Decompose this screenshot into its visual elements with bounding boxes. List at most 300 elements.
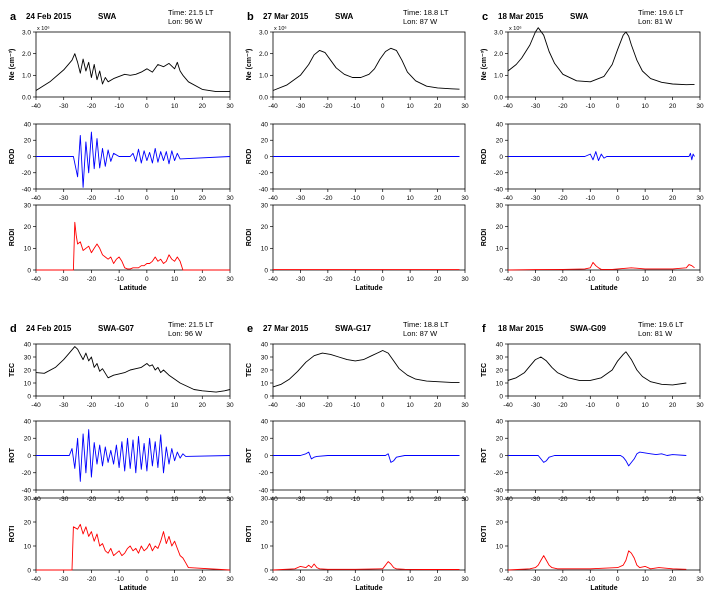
panel-e-roti-y-tick-label: 0 bbox=[264, 567, 268, 575]
panel-e-rot-y-tick-label: 0 bbox=[264, 452, 268, 460]
panel-b-ne-x-tick-label: 10 bbox=[406, 103, 414, 110]
panel-b-rodi-y-axis-label: RODI bbox=[246, 228, 253, 247]
panel-e-tec-series-line bbox=[273, 351, 460, 387]
panel-f-tec-y-tick-label: 0 bbox=[499, 393, 503, 401]
panel-a-ne-x-tick-label: -30 bbox=[59, 103, 69, 110]
panel-f-roti-y-axis-label: ROTI bbox=[481, 525, 488, 543]
panel-b-date: 27 Mar 2015 bbox=[263, 12, 309, 21]
panel-e-rot-x-tick-label: 10 bbox=[406, 496, 414, 503]
panel-f-rot-series-line bbox=[508, 452, 686, 466]
panel-f bbox=[481, 320, 704, 592]
panel-a-rodi-y-tick-label: 30 bbox=[23, 202, 31, 210]
panel-e-roti-y-tick-label: 10 bbox=[260, 543, 268, 551]
panel-d-rot-x-tick-label: -10 bbox=[114, 496, 124, 503]
panel-e-tec-x-tick-label: 10 bbox=[406, 402, 414, 409]
panel-e-roti-frame bbox=[273, 498, 465, 570]
panel-f-tec-y-tick-label: 40 bbox=[495, 341, 503, 349]
panel-f-rot-x-tick-label: -30 bbox=[530, 496, 541, 503]
panel-d-rot-y-tick-label: 20 bbox=[23, 435, 31, 443]
panel-e-tec-frame bbox=[273, 344, 465, 396]
panel-c-letter: c bbox=[482, 11, 489, 23]
panel-f-roti-y-tick-label: 10 bbox=[495, 543, 503, 551]
panel-d-roti-x-tick-label: -10 bbox=[114, 576, 124, 583]
panel-c-rod-x-tick-label: -40 bbox=[503, 195, 513, 202]
panel-c-rod-y-tick-label: 0 bbox=[499, 153, 503, 161]
panel-c-lon: Lon: 81 W bbox=[638, 17, 673, 26]
panel-e-roti-y-axis-label: ROTI bbox=[246, 525, 253, 543]
panel-e-rot-y-tick-label: 20 bbox=[260, 435, 268, 443]
panel-b-ne-x-tick-label: -30 bbox=[295, 103, 306, 110]
panel-a-rodi-x-tick-label: -20 bbox=[86, 276, 97, 283]
panel-d-tec-y-axis-label: TEC bbox=[9, 363, 16, 377]
panel-c-ne-x-tick-label: -40 bbox=[503, 103, 513, 110]
panel-e-time: Time: 18.8 LT bbox=[403, 320, 449, 329]
panel-e-tec-y-tick-label: 30 bbox=[260, 354, 268, 362]
panel-e-rot-y-axis-label: ROT bbox=[246, 448, 253, 463]
panel-c-rodi-x-tick-label: -30 bbox=[530, 276, 541, 283]
panel-d-rot-x-tick-label: -40 bbox=[31, 496, 41, 503]
panel-b-ne-y-tick-label: 1.0 bbox=[258, 72, 268, 80]
panel-f-tec-y-tick-label: 30 bbox=[495, 354, 503, 362]
panel-d-roti-frame bbox=[36, 498, 230, 570]
panel-c-rodi-plot bbox=[481, 202, 704, 292]
panel-f-rot-x-tick-label: 0 bbox=[615, 496, 620, 503]
panel-d-rot-y-tick-label: -40 bbox=[21, 487, 31, 495]
panel-e-tec-y-axis-label: TEC bbox=[246, 363, 253, 377]
panel-e-roti-x-tick-label: -10 bbox=[350, 576, 360, 583]
panel-b-ne-scale-factor: x 10⁶ bbox=[274, 26, 287, 32]
panel-e-rot-y-tick-label: -20 bbox=[258, 470, 268, 478]
panel-d-tec-x-tick-label: 0 bbox=[145, 402, 149, 409]
panel-f-tec-x-tick-label: -20 bbox=[558, 402, 568, 409]
panel-d bbox=[9, 320, 234, 592]
panel-a-rodi-series-line bbox=[36, 222, 230, 270]
panel-a-source: SWA bbox=[98, 12, 117, 21]
panel-d-rot-x-tick-label: -20 bbox=[86, 496, 97, 503]
panel-a-ne-x-tick-label: -40 bbox=[31, 103, 41, 110]
panel-e-tec-x-tick-label: 30 bbox=[461, 402, 469, 409]
panel-a-rodi-x-axis-label: Latitude bbox=[119, 285, 147, 292]
panel-c-ne-y-tick-label: 3.0 bbox=[493, 29, 503, 37]
panel-d-rot-y-tick-label: -20 bbox=[21, 470, 31, 478]
panel-b-rodi-x-tick-label: -10 bbox=[350, 276, 360, 283]
panel-a-date: 24 Feb 2015 bbox=[26, 12, 72, 21]
panel-c-rodi-y-tick-label: 10 bbox=[495, 245, 503, 253]
panel-b-rod-y-tick-label: 40 bbox=[260, 121, 268, 129]
panel-b-rod-x-tick-label: -30 bbox=[295, 195, 306, 202]
panel-c-rodi-x-tick-label: 10 bbox=[641, 276, 649, 283]
panel-b-rodi-frame bbox=[273, 205, 465, 270]
panel-d-rot-series-line bbox=[36, 430, 230, 482]
panel-c-source: SWA bbox=[570, 12, 589, 21]
panel-e-tec-plot bbox=[246, 341, 469, 409]
panel-c-rod-y-tick-label: -20 bbox=[493, 170, 503, 178]
panel-a-ne-x-tick-label: 10 bbox=[170, 103, 179, 110]
panel-b-ne-x-tick-label: -40 bbox=[268, 103, 278, 110]
panel-a-ne-scale-factor: x 10⁶ bbox=[37, 26, 50, 32]
panel-b-rod-x-tick-label: -40 bbox=[268, 195, 278, 202]
panel-b-rodi-plot bbox=[246, 202, 469, 292]
panel-c-rod-series-line bbox=[508, 152, 695, 161]
panel-e-roti-y-tick-label: 20 bbox=[260, 519, 268, 527]
panel-d-roti-x-tick-label: -30 bbox=[59, 576, 69, 583]
panel-a-ne-y-tick-label: 1.0 bbox=[21, 72, 31, 80]
panel-b-letter: b bbox=[247, 11, 254, 23]
panel-b-rodi-x-tick-label: 30 bbox=[461, 276, 469, 283]
panel-e-source: SWA-G17 bbox=[335, 324, 372, 333]
panel-e-roti-x-tick-label: 10 bbox=[406, 576, 414, 583]
panel-c-rodi-x-tick-label: 20 bbox=[668, 276, 677, 283]
panel-e-roti-series-line bbox=[273, 562, 460, 570]
panel-a-ne-series-line bbox=[36, 54, 230, 92]
panel-d-roti-x-tick-label: 20 bbox=[198, 576, 206, 583]
panel-e-lon: Lon: 87 W bbox=[403, 329, 438, 338]
panel-b-rod-x-tick-label: 30 bbox=[461, 195, 469, 202]
panel-a-rod-x-tick-label: -40 bbox=[31, 195, 41, 202]
panel-a-rodi-x-tick-label: 0 bbox=[145, 276, 149, 283]
panel-c-rodi-frame bbox=[508, 205, 700, 270]
panel-f-tec-frame bbox=[508, 344, 700, 396]
panel-e-roti-x-tick-label: -40 bbox=[268, 576, 278, 583]
panel-a-rodi-frame bbox=[36, 205, 230, 270]
panel-c-rodi-x-tick-label: -20 bbox=[558, 276, 568, 283]
panel-f-roti-x-tick-label: 20 bbox=[668, 576, 677, 583]
panel-c-rod-plot bbox=[481, 121, 704, 202]
panel-b-rod-y-tick-label: -40 bbox=[258, 186, 268, 194]
panel-b-ne-plot bbox=[246, 25, 469, 110]
panel-e-rot-x-tick-label: 20 bbox=[433, 496, 442, 503]
panel-a-rodi-y-axis-label: RODI bbox=[9, 228, 16, 247]
panel-f-rot-x-tick-label: -20 bbox=[558, 496, 568, 503]
panel-d-time: Time: 21.5 LT bbox=[168, 320, 214, 329]
panel-c-ne-series-line bbox=[508, 28, 695, 85]
panel-a-rodi-x-tick-label: -40 bbox=[31, 276, 41, 283]
panel-e-roti-x-tick-label: 20 bbox=[433, 576, 442, 583]
panel-a-rod-x-tick-label: 20 bbox=[198, 195, 206, 202]
panel-f-tec-x-tick-label: -40 bbox=[503, 402, 513, 409]
panel-d-rot-x-tick-label: 30 bbox=[226, 496, 234, 503]
panel-c-date: 18 Mar 2015 bbox=[498, 12, 544, 21]
panel-c-ne-x-tick-label: 0 bbox=[615, 103, 620, 110]
panel-f-roti-x-tick-label: -30 bbox=[530, 576, 541, 583]
panel-c-rod-x-tick-label: -30 bbox=[530, 195, 541, 202]
panel-c-rod-y-tick-label: 40 bbox=[495, 121, 503, 129]
panel-c-rod-x-tick-label: 20 bbox=[668, 195, 677, 202]
panel-b-rodi-y-tick-label: 10 bbox=[260, 245, 268, 253]
panel-d-tec-x-tick-label: 30 bbox=[226, 402, 234, 409]
panel-d-source: SWA-G07 bbox=[98, 324, 135, 333]
panel-a-ne-x-tick-label: -10 bbox=[114, 103, 124, 110]
panel-b-time: Time: 18.8 LT bbox=[403, 8, 449, 17]
panel-d-rot-y-axis-label: ROT bbox=[9, 448, 16, 463]
panel-c-rod-y-tick-label: 20 bbox=[495, 137, 503, 145]
panel-c-ne-y-axis-label: Ne (cm⁻³) bbox=[481, 48, 488, 81]
panel-e-rot-x-tick-label: -40 bbox=[268, 496, 278, 503]
panel-a-ne-plot bbox=[9, 25, 234, 110]
panel-a-rod-series-line bbox=[36, 132, 230, 187]
panel-b-rod-y-tick-label: 20 bbox=[260, 137, 268, 145]
panel-f-roti-x-tick-label: -40 bbox=[503, 576, 513, 583]
panel-c-rod-x-tick-label: 10 bbox=[641, 195, 649, 202]
panel-b-rodi-x-axis-label: Latitude bbox=[355, 285, 383, 292]
panel-f-roti-x-tick-label: 10 bbox=[641, 576, 649, 583]
panel-c-ne-frame bbox=[508, 32, 700, 97]
panel-b-ne-y-axis-label: Ne (cm⁻³) bbox=[246, 48, 253, 81]
panel-e-tec-x-tick-label: -40 bbox=[268, 402, 278, 409]
panel-f-rot-y-tick-label: 40 bbox=[495, 418, 503, 426]
panel-e-rot-x-tick-label: -10 bbox=[350, 496, 360, 503]
panel-a-rod-y-tick-label: 40 bbox=[23, 121, 31, 129]
panel-e-date: 27 Mar 2015 bbox=[263, 324, 309, 333]
panel-a-letter: a bbox=[10, 11, 17, 23]
panel-f-rot-y-tick-label: 20 bbox=[495, 435, 503, 443]
panel-e-rot-y-tick-label: 40 bbox=[260, 418, 268, 426]
panel-e-tec-y-tick-label: 0 bbox=[264, 393, 268, 401]
panel-f-rot-y-axis-label: ROT bbox=[481, 448, 488, 463]
panel-c-rod-x-tick-label: -20 bbox=[558, 195, 568, 202]
panel-f-tec-x-tick-label: -10 bbox=[585, 402, 595, 409]
panel-b-rod-y-axis-label: ROD bbox=[246, 148, 253, 165]
panel-e-roti-y-tick-label: 30 bbox=[260, 495, 268, 503]
panel-f-rot-y-tick-label: -20 bbox=[493, 470, 503, 478]
panel-b-rod-x-tick-label: 20 bbox=[433, 195, 442, 202]
panel-c-rod-x-tick-label: 30 bbox=[696, 195, 704, 202]
panel-b-rod-y-tick-label: -20 bbox=[258, 170, 268, 178]
panel-a-rod-y-axis-label: ROD bbox=[9, 148, 16, 165]
panel-d-roti-y-axis-label: ROTI bbox=[9, 525, 16, 543]
panel-d-rot-y-tick-label: 0 bbox=[27, 452, 31, 460]
panel-d-tec-y-tick-label: 30 bbox=[23, 354, 31, 362]
panel-d-lon: Lon: 96 W bbox=[168, 329, 203, 338]
panel-b-ne-x-tick-label: 20 bbox=[433, 103, 442, 110]
panel-b-rod-y-tick-label: 0 bbox=[264, 153, 268, 161]
panel-d-tec-y-tick-label: 20 bbox=[23, 367, 31, 375]
panel-a-lon: Lon: 96 W bbox=[168, 17, 203, 26]
panel-b-ne-x-tick-label: 30 bbox=[461, 103, 469, 110]
panel-c-rodi-y-axis-label: RODI bbox=[481, 228, 488, 247]
panel-a-rod-x-tick-label: 0 bbox=[145, 195, 149, 202]
panel-e-rot-x-tick-label: -20 bbox=[323, 496, 333, 503]
panel-a-rodi-x-tick-label: -30 bbox=[59, 276, 69, 283]
panel-a-ne-y-tick-label: 0.0 bbox=[21, 94, 31, 102]
panel-f-roti-x-tick-label: 0 bbox=[615, 576, 620, 583]
panel-a-ne-x-tick-label: -20 bbox=[86, 103, 97, 110]
panel-b-rod-x-tick-label: 0 bbox=[380, 195, 385, 202]
panel-a-ne-x-tick-label: 20 bbox=[198, 103, 206, 110]
panel-f-tec-x-tick-label: 0 bbox=[615, 402, 620, 409]
panel-e-roti-x-tick-label: 30 bbox=[461, 576, 469, 583]
panel-d-tec-x-tick-label: 20 bbox=[198, 402, 206, 409]
panel-b-rodi-x-tick-label: 10 bbox=[406, 276, 414, 283]
panel-b bbox=[246, 8, 469, 292]
panel-f-lon: Lon: 81 W bbox=[638, 329, 673, 338]
panel-f-roti-series-line bbox=[508, 551, 686, 570]
panel-e-tec-y-tick-label: 40 bbox=[260, 341, 268, 349]
panel-b-ne-series-line bbox=[273, 48, 460, 90]
panel-c-ne-x-tick-label: -10 bbox=[585, 103, 595, 110]
panel-d-tec-x-tick-label: -40 bbox=[31, 402, 41, 409]
panel-f-roti-x-tick-label: -20 bbox=[558, 576, 568, 583]
panel-d-tec-x-tick-label: -10 bbox=[114, 402, 124, 409]
panel-e-tec-y-tick-label: 10 bbox=[260, 380, 268, 388]
panel-f-date: 18 Mar 2015 bbox=[498, 324, 544, 333]
panel-f-tec-x-tick-label: 30 bbox=[696, 402, 704, 409]
panel-b-rodi-x-tick-label: -30 bbox=[295, 276, 306, 283]
panel-f-rot-y-tick-label: -40 bbox=[493, 487, 503, 495]
panel-f-tec-x-tick-label: -30 bbox=[530, 402, 541, 409]
panel-f-roti-x-tick-label: 30 bbox=[696, 576, 704, 583]
panel-e-rot-x-tick-label: -30 bbox=[295, 496, 306, 503]
panel-a-rod-x-tick-label: 10 bbox=[170, 195, 179, 202]
panel-a-rod-y-tick-label: -40 bbox=[21, 186, 31, 194]
panel-b-rodi-x-tick-label: -20 bbox=[323, 276, 333, 283]
panel-f-rot-x-tick-label: -10 bbox=[585, 496, 595, 503]
panel-e-letter: e bbox=[247, 323, 254, 335]
panel-e-rot-x-tick-label: 0 bbox=[380, 496, 385, 503]
panel-c-ne-x-tick-label: 10 bbox=[641, 103, 649, 110]
panel-f-roti-x-tick-label: -10 bbox=[585, 576, 595, 583]
panel-d-rot-x-tick-label: 20 bbox=[198, 496, 206, 503]
panel-b-ne-y-tick-label: 0.0 bbox=[258, 94, 268, 102]
panel-a-rodi-x-tick-label: 30 bbox=[226, 276, 234, 283]
panel-c-rodi-x-tick-label: 30 bbox=[696, 276, 704, 283]
panel-d-roti-x-tick-label: 30 bbox=[226, 576, 234, 583]
panel-b-rod-x-tick-label: -10 bbox=[350, 195, 360, 202]
panel-d-roti-x-tick-label: 0 bbox=[145, 576, 149, 583]
panel-d-roti-y-tick-label: 0 bbox=[27, 567, 31, 575]
panel-b-rodi-y-tick-label: 20 bbox=[260, 223, 268, 231]
panel-c-rodi-series-line bbox=[508, 262, 695, 270]
panel-e-rot-x-tick-label: 30 bbox=[461, 496, 469, 503]
panel-f-source: SWA-G09 bbox=[570, 324, 607, 333]
panel-c-ne-x-tick-label: 20 bbox=[668, 103, 677, 110]
panel-c-rodi-y-tick-label: 30 bbox=[495, 202, 503, 210]
panel-d-roti-series-line bbox=[36, 524, 230, 570]
panel-d-tec-y-tick-label: 0 bbox=[27, 393, 31, 401]
panel-b-lon: Lon: 87 W bbox=[403, 17, 438, 26]
panel-d-tec-plot bbox=[9, 341, 234, 409]
panel-d-tec-frame bbox=[36, 344, 230, 396]
panel-b-rod-x-tick-label: 10 bbox=[406, 195, 414, 202]
panel-d-rot-x-tick-label: 10 bbox=[170, 496, 179, 503]
panel-f-letter: f bbox=[482, 323, 486, 335]
panel-a-rodi-y-tick-label: 10 bbox=[23, 245, 31, 253]
panel-b-rodi-y-tick-label: 30 bbox=[260, 202, 268, 210]
panel-e-rot-series-line bbox=[273, 452, 460, 462]
panel-c-ne-scale-factor: x 10⁶ bbox=[509, 26, 522, 32]
panel-c-ne-plot bbox=[481, 25, 704, 110]
panel-b-rodi-x-tick-label: -40 bbox=[268, 276, 278, 283]
panel-a-rodi-plot bbox=[9, 202, 234, 292]
panel-f-rot-x-tick-label: -40 bbox=[503, 496, 513, 503]
panel-f-rot-x-tick-label: 20 bbox=[668, 496, 677, 503]
panel-e-roti-plot bbox=[246, 495, 469, 592]
panel-a bbox=[9, 8, 234, 292]
panel-e-roti-x-tick-label: 0 bbox=[380, 576, 385, 583]
panel-e-tec-x-tick-label: 20 bbox=[433, 402, 442, 409]
panel-f-roti-y-tick-label: 20 bbox=[495, 519, 503, 527]
panel-f-rot-x-tick-label: 10 bbox=[641, 496, 649, 503]
panel-b-rod-x-tick-label: -20 bbox=[323, 195, 333, 202]
panel-d-rot-plot bbox=[9, 418, 234, 503]
panel-f-time: Time: 19.6 LT bbox=[638, 320, 684, 329]
panel-a-rod-x-tick-label: -20 bbox=[86, 195, 97, 202]
panel-f-rot-plot bbox=[481, 418, 704, 503]
panel-d-roti-y-tick-label: 10 bbox=[23, 543, 31, 551]
panel-a-rod-x-tick-label: 30 bbox=[226, 195, 234, 202]
panel-a-rod-y-tick-label: -20 bbox=[21, 170, 31, 178]
panel-b-ne-x-tick-label: -20 bbox=[323, 103, 333, 110]
panel-b-ne-x-tick-label: 0 bbox=[380, 103, 385, 110]
panel-d-roti-plot bbox=[9, 495, 234, 592]
panel-a-ne-x-tick-label: 0 bbox=[145, 103, 149, 110]
panel-c-ne-x-tick-label: 30 bbox=[696, 103, 704, 110]
panel-f-tec-y-axis-label: TEC bbox=[481, 363, 488, 377]
panel-f-rot-y-tick-label: 0 bbox=[499, 452, 503, 460]
panel-d-rot-x-tick-label: -30 bbox=[59, 496, 69, 503]
panel-e-rot-y-tick-label: -40 bbox=[258, 487, 268, 495]
panel-c-time: Time: 19.6 LT bbox=[638, 8, 684, 17]
panel-d-roti-x-tick-label: 10 bbox=[170, 576, 179, 583]
panel-f-tec-y-tick-label: 10 bbox=[495, 380, 503, 388]
panel-f-roti-y-tick-label: 30 bbox=[495, 495, 503, 503]
panel-a-rod-x-tick-label: -10 bbox=[114, 195, 124, 202]
panel-b-ne-y-tick-label: 3.0 bbox=[258, 29, 268, 37]
panel-e-tec-x-tick-label: -20 bbox=[323, 402, 333, 409]
panel-e-roti-x-tick-label: -20 bbox=[323, 576, 333, 583]
panel-a-rodi-x-tick-label: 20 bbox=[198, 276, 206, 283]
panel-d-tec-x-tick-label: -20 bbox=[86, 402, 97, 409]
panel-c-rod-x-tick-label: -10 bbox=[585, 195, 595, 202]
panel-a-rodi-y-tick-label: 20 bbox=[23, 223, 31, 231]
panel-e-tec-x-tick-label: 0 bbox=[380, 402, 385, 409]
panel-c-ne-x-tick-label: -20 bbox=[558, 103, 568, 110]
panel-c-ne-y-tick-label: 2.0 bbox=[493, 50, 503, 58]
panel-e bbox=[246, 320, 469, 592]
panel-d-tec-y-tick-label: 40 bbox=[23, 341, 31, 349]
panel-c-ne-x-tick-label: -30 bbox=[530, 103, 541, 110]
panel-f-rot-x-tick-label: 30 bbox=[696, 496, 704, 503]
panel-e-tec-x-tick-label: -10 bbox=[350, 402, 360, 409]
panel-f-tec-series-line bbox=[508, 352, 686, 385]
panel-d-tec-y-tick-label: 10 bbox=[23, 380, 31, 388]
panel-f-tec-y-tick-label: 20 bbox=[495, 367, 503, 375]
panel-a-ne-x-tick-label: 30 bbox=[226, 103, 234, 110]
panel-d-roti-x-tick-label: -20 bbox=[86, 576, 97, 583]
panel-d-tec-x-tick-label: -30 bbox=[59, 402, 69, 409]
panel-c-ne-y-tick-label: 1.0 bbox=[493, 72, 503, 80]
panel-f-roti-y-tick-label: 0 bbox=[499, 567, 503, 575]
panel-b-rodi-y-tick-label: 0 bbox=[264, 267, 268, 275]
panel-e-tec-y-tick-label: 20 bbox=[260, 367, 268, 375]
panel-c-rodi-y-tick-label: 0 bbox=[499, 267, 503, 275]
panel-d-tec-series-line bbox=[36, 347, 230, 393]
panel-a-ne-frame bbox=[36, 32, 230, 97]
panel-c-rod-x-tick-label: 0 bbox=[615, 195, 620, 202]
panel-e-rot-plot bbox=[246, 418, 469, 503]
panel-f-roti-frame bbox=[508, 498, 700, 570]
panel-c-rod-y-tick-label: -40 bbox=[493, 186, 503, 194]
panel-f-roti-x-axis-label: Latitude bbox=[590, 585, 618, 592]
panel-a-rod-y-tick-label: 20 bbox=[23, 137, 31, 145]
panel-d-letter: d bbox=[10, 323, 17, 335]
panel-a-ne-y-tick-label: 2.0 bbox=[21, 50, 31, 58]
panel-c-rodi-x-tick-label: 0 bbox=[615, 276, 620, 283]
panel-e-roti-x-tick-label: -30 bbox=[295, 576, 306, 583]
panel-a-rodi-x-tick-label: -10 bbox=[114, 276, 124, 283]
panel-d-rot-y-tick-label: 40 bbox=[23, 418, 31, 426]
panel-b-source: SWA bbox=[335, 12, 354, 21]
